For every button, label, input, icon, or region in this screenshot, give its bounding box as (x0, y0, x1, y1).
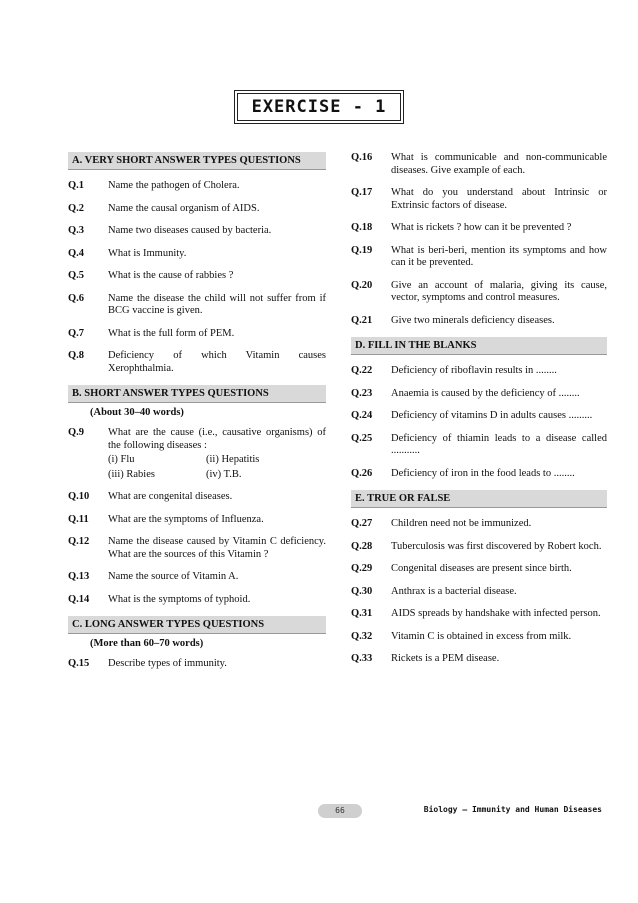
footer-title: Biology – Immunity and Human Diseases (423, 805, 602, 814)
question-number: Q.3 (68, 225, 85, 236)
question-item (351, 410, 607, 423)
question-text: Anthrax is a bacterial disease. (391, 585, 517, 597)
question-item (68, 248, 326, 261)
question-number: Q.6 (68, 292, 85, 304)
question-item (68, 491, 326, 504)
question-number: Q.21 (351, 314, 373, 326)
question-number: Q.17 (351, 187, 373, 198)
section-b-questions (68, 491, 326, 606)
left-column (68, 152, 326, 681)
question-item (68, 350, 326, 375)
section-c-subheading: (More than 60–70 words) (90, 638, 204, 649)
question-item (351, 468, 607, 481)
question-number: Q.16 (351, 152, 373, 163)
exercise-title-wrap (0, 90, 638, 124)
question-text: What is rickets ? how can it be prevented ? (391, 222, 572, 233)
question-text: What do you understand about Intrinsic or Extrinsic factors of disease. (391, 187, 607, 211)
question-text: Deficiency of iron in the food leads to ........ (391, 467, 575, 479)
question-item (351, 222, 607, 235)
question-text: Name two diseases caused by bacteria. (108, 225, 272, 236)
question-text: Name the pathogen of Cholera. (108, 180, 240, 191)
right-column (351, 152, 607, 676)
question-text: What is Immunity. (108, 247, 187, 259)
question-item (68, 571, 326, 584)
question-item (351, 152, 607, 177)
question-text: What is the full form of PEM. (108, 327, 235, 339)
question-number: Q.25 (351, 432, 373, 444)
section-c-questions (68, 658, 326, 671)
question-number: Q.5 (68, 270, 85, 281)
section-d-heading: D. FILL IN THE BLANKS (351, 337, 607, 355)
question-number: Q.18 (351, 222, 373, 233)
question-item (68, 180, 326, 193)
question-item (351, 541, 607, 554)
question-number: Q.8 (68, 350, 85, 361)
section-a-heading: A. VERY SHORT ANSWER TYPES QUESTIONS (68, 152, 326, 170)
question-number: Q.22 (351, 365, 373, 376)
question-text: Name the source of Vitamin A. (108, 571, 239, 582)
question-text: Give two minerals deficiency diseases. (391, 314, 555, 326)
question-text: What is communicable and non-communicable diseases. Give example of each. (391, 152, 607, 176)
question-item (68, 328, 326, 341)
question-text-body: What are the cause (i.e., causative organisms) of the following diseases : (108, 427, 326, 451)
section-a-questions (68, 180, 326, 375)
question-item (68, 536, 326, 561)
question-number: Q.28 (351, 540, 373, 552)
option: (ii) Hepatitis (206, 454, 260, 465)
question-item (68, 270, 326, 283)
question-item (351, 586, 607, 599)
question-item (351, 245, 607, 270)
question-number: Q.7 (68, 327, 85, 339)
question-text: What are the symptoms of Influenza. (108, 513, 264, 525)
section-c-heading: C. LONG ANSWER TYPES QUESTIONS (68, 616, 326, 634)
question-number: Q.31 (351, 608, 373, 619)
question-item (351, 563, 607, 576)
question-item (68, 427, 326, 481)
question-text: Name the disease the child will not suffer from if BCG vaccine is given. (108, 292, 326, 316)
question-number: Q.19 (351, 244, 373, 256)
question-text: What is beri-beri, mention its symptoms and how can it be prevented. (391, 244, 607, 268)
section-e-heading: E. TRUE OR FALSE (351, 490, 607, 508)
question-text: Anaemia is caused by the deficiency of ........ (391, 387, 580, 399)
question-item (351, 653, 607, 666)
question-item (351, 388, 607, 401)
question-options (108, 454, 326, 481)
question-item (68, 658, 326, 671)
question-item (351, 365, 607, 378)
question-item (351, 280, 607, 305)
question-number: Q.15 (68, 658, 90, 669)
question-number: Q.1 (68, 180, 85, 191)
section-b-continued-questions (351, 152, 607, 327)
question-number: Q.23 (351, 387, 373, 399)
question-number: Q.11 (68, 513, 89, 525)
page-number: 66 (318, 804, 362, 818)
question-item (351, 433, 607, 458)
question-item (351, 631, 607, 644)
question-text: Tuberculosis was first discovered by Robert koch. (391, 540, 602, 552)
exercise-title: EXERCISE - 1 (237, 93, 402, 121)
question-item (68, 225, 326, 238)
question-number: Q.27 (351, 518, 373, 529)
question-text: Rickets is a PEM disease. (391, 653, 500, 664)
question-number: Q.4 (68, 247, 85, 259)
question-text: What is the cause of rabbies ? (108, 270, 234, 281)
question-number: Q.20 (351, 279, 373, 291)
question-item (68, 514, 326, 527)
question-item (68, 293, 326, 318)
question-item (68, 594, 326, 607)
question-text: Give an account of malaria, giving its cause, vector, symptoms and control measures. (391, 279, 607, 303)
question-text: Name the causal organism of AIDS. (108, 202, 260, 214)
question-number: Q.13 (68, 571, 90, 582)
question-text: Deficiency of which Vitamin causes Xerophthalmia. (108, 350, 326, 374)
question-text: Deficiency of thiamin leads to a disease called ........... (391, 432, 607, 456)
question-text: What is the symptoms of typhoid. (108, 593, 251, 605)
question-number: Q.32 (351, 630, 373, 642)
question-item (68, 203, 326, 216)
section-e-questions (351, 518, 607, 666)
question-item (351, 518, 607, 531)
question-text: Deficiency of riboflavin results in ........ (391, 365, 557, 376)
question-text: AIDS spreads by handshake with infected person. (391, 608, 601, 619)
option: (i) Flu (108, 454, 135, 465)
section-d-questions (351, 365, 607, 480)
question-number: Q.24 (351, 410, 373, 421)
question-item (351, 187, 607, 212)
question-number: Q.10 (68, 491, 90, 502)
option: (iii) Rabies (108, 468, 155, 480)
question-number: Q.9 (68, 427, 85, 438)
question-number: Q.26 (351, 467, 373, 479)
question-number: Q.29 (351, 563, 373, 574)
question-text: Children need not be immunized. (391, 518, 532, 529)
question-text: Vitamin C is obtained in excess from milk. (391, 630, 572, 642)
exercise-title-box (234, 90, 405, 124)
question-number: Q.33 (351, 653, 373, 664)
question-text (108, 427, 326, 481)
question-item (351, 315, 607, 328)
section-b-subheading: (About 30–40 words) (90, 407, 184, 418)
question-number: Q.2 (68, 202, 85, 214)
question-text: Name the disease caused by Vitamin C deficiency. What are the sources of this Vitamin ? (108, 536, 326, 560)
question-text: Congenital diseases are present since birth. (391, 563, 572, 574)
question-number: Q.14 (68, 593, 90, 605)
question-number: Q.30 (351, 585, 373, 597)
section-b-heading: B. SHORT ANSWER TYPES QUESTIONS (68, 385, 326, 403)
question-number: Q.12 (68, 536, 90, 547)
question-text: Deficiency of vitamins D in adults causes ......... (391, 410, 593, 421)
question-item (351, 608, 607, 621)
question-text: What are congenital diseases. (108, 491, 233, 502)
question-text: Describe types of immunity. (108, 658, 227, 669)
option: (iv) T.B. (206, 468, 242, 480)
